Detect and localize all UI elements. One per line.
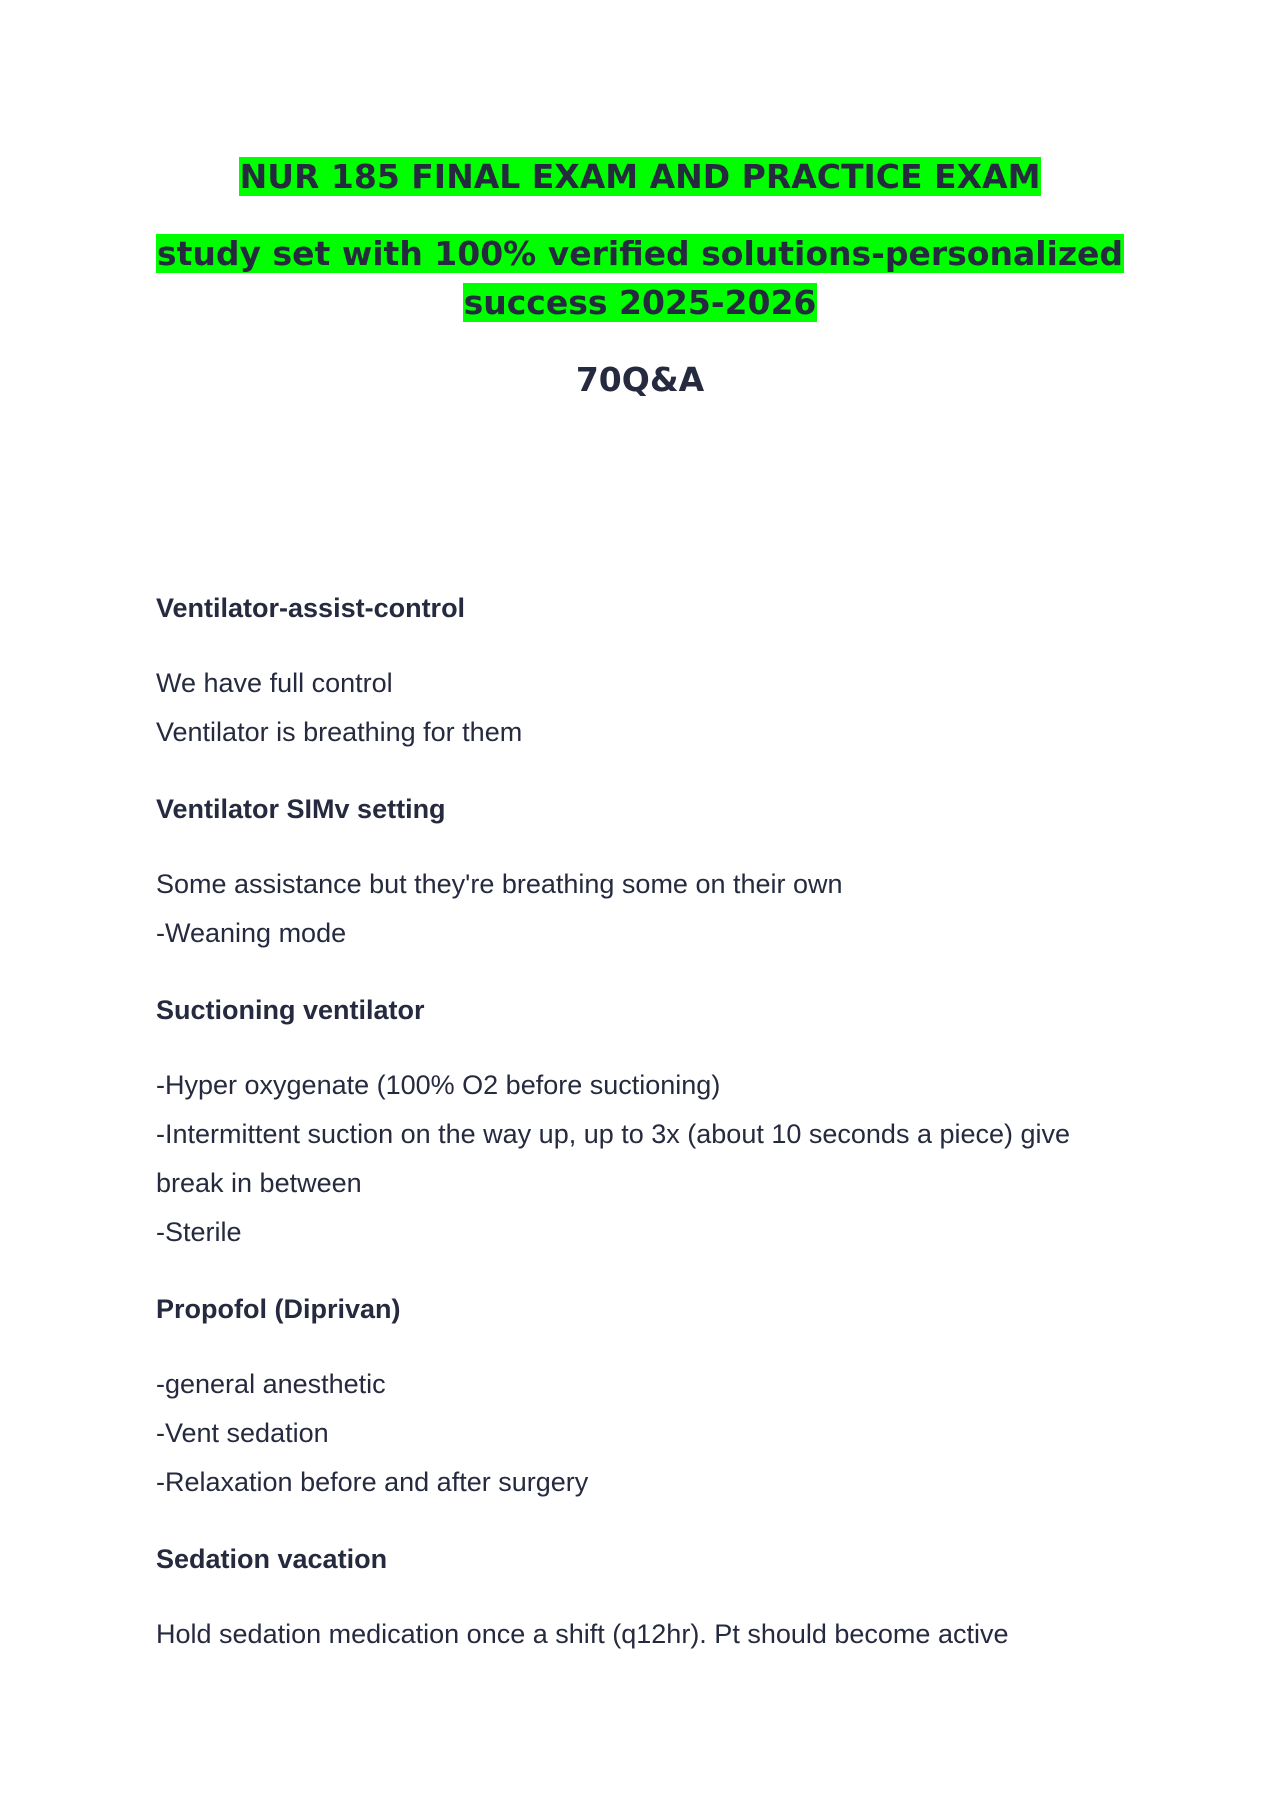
body-line: -Sterile <box>156 1217 242 1247</box>
section-body <box>156 860 1116 958</box>
body-line: Ventilator is breathing for them <box>156 717 523 747</box>
body-line: We have full control <box>156 668 393 698</box>
section-suctioning-ventilator <box>156 986 1116 1257</box>
question-count: 70Q&A <box>575 360 705 399</box>
section-body <box>156 1360 1116 1507</box>
section-propofol <box>156 1285 1116 1507</box>
body-line: -Hyper oxygenate (100% O2 before suctioning) <box>156 1070 721 1100</box>
document-subtitle <box>150 229 1130 327</box>
section-heading: Suctioning ventilator <box>156 995 425 1025</box>
section-ventilator-assist-control <box>156 584 1116 757</box>
document-title <box>150 152 1130 201</box>
section-body <box>156 1061 1116 1257</box>
section-body <box>156 1610 1116 1659</box>
body-line: -general anesthetic <box>156 1369 386 1399</box>
body-line: -Weaning mode <box>156 918 347 948</box>
section-ventilator-simv-setting <box>156 785 1116 958</box>
body-line: -Intermittent suction on the way up, up to 3x (about 10 seconds a piece) give break in between <box>156 1119 1071 1198</box>
document-content <box>156 584 1116 1687</box>
body-line: Some assistance but they're breathing some on their own <box>156 869 843 899</box>
document-header <box>150 152 1130 404</box>
body-line: -Relaxation before and after surgery <box>156 1467 589 1497</box>
section-heading: Sedation vacation <box>156 1544 388 1574</box>
section-heading: Propofol (Diprivan) <box>156 1294 401 1324</box>
section-heading: Ventilator SIMv setting <box>156 794 446 824</box>
section-sedation-vacation <box>156 1535 1116 1659</box>
body-line: Hold sedation medication once a shift (q12hr). Pt should become active <box>156 1619 1009 1649</box>
title-highlight: NUR 185 FINAL EXAM AND PRACTICE EXAM <box>239 157 1041 196</box>
subtitle-highlight: study set with 100% verified solutions-personalized success 2025-2026 <box>156 234 1124 322</box>
body-line: -Vent sedation <box>156 1418 329 1448</box>
section-heading: Ventilator-assist-control <box>156 593 466 623</box>
section-body <box>156 659 1116 757</box>
